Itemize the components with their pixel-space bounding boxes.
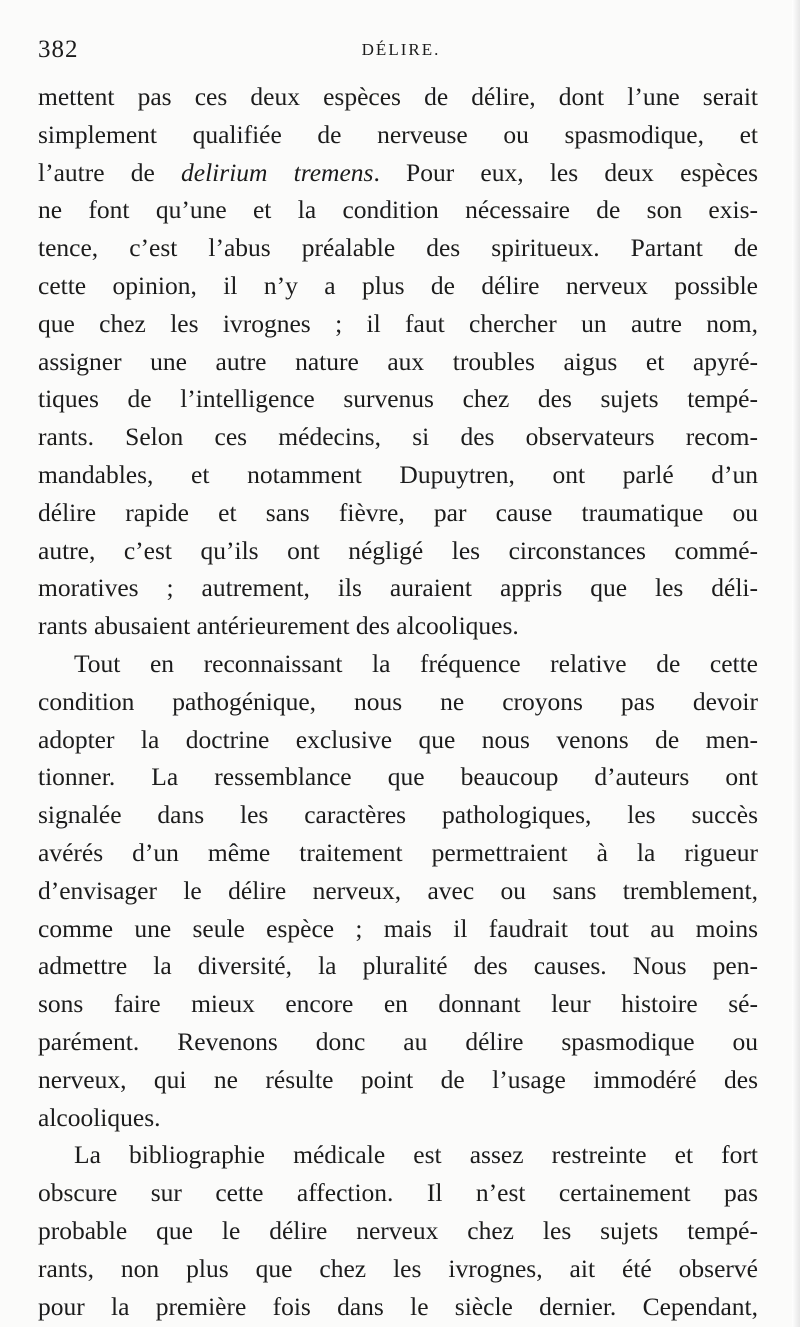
text-line: tionner. La ressemblance que beaucoup d’auteurs ont — [38, 762, 758, 792]
text-line: tiques de l’intelligence survenus chez des sujets tempé- — [38, 384, 758, 414]
text-line: admettre la diversité, la pluralité des causes. Nous pen- — [38, 951, 758, 981]
text-line: adopter la doctrine exclusive que nous venons de men- — [38, 724, 758, 754]
text-line: mettent pas ces deux espèces de délire, dont l’une serait — [38, 82, 758, 111]
text-line: rants. Selon ces médecins, si des observateurs recom- — [38, 422, 758, 452]
text-line: moratives ; autrement, ils auraient appris que les déli- — [38, 573, 758, 603]
text-line: délire rapide et sans fièvre, par cause traumatique ou — [38, 497, 758, 527]
text-line: sons faire mieux encore en donnant leur histoire sé- — [38, 989, 758, 1019]
text-line: signalée dans les caractères pathologiques, les succès — [38, 800, 758, 830]
running-title: DÉLIRE. — [361, 40, 441, 59]
text-line: condition pathogénique, nous ne croyons pas devoir — [38, 686, 758, 716]
page-edge-shadow — [792, 0, 800, 1327]
text-line: probable que le délire nerveux chez les sujets tempé- — [38, 1215, 758, 1245]
text-line: cette opinion, il n’y a plus de délire nerveux possible — [38, 270, 758, 300]
text-line — [38, 154, 758, 192]
text-segment: l’autre de — [38, 157, 182, 187]
text-line: alcooliques. — [38, 1102, 161, 1132]
text-line: autre, c’est qu’ils ont négligé les circonstances commé- — [38, 535, 758, 565]
body-text — [38, 78, 758, 1325]
text-line: assigner une autre nature aux troubles aigus et apyré- — [38, 346, 758, 376]
text-line: parément. Revenons donc au délire spasmodique ou — [38, 1026, 758, 1056]
paragraph-first-line: Tout en reconnaissant la fréquence relative de cette — [74, 648, 758, 678]
text-line: rants abusaient antérieurement des alcooliques. — [38, 611, 519, 641]
text-line: d’envisager le délire nerveux, avec ou sans tremblement, — [38, 875, 758, 905]
text-line: avérés d’un même traitement permettraient à la rigueur — [38, 837, 758, 867]
text-line: que chez les ivrognes ; il faut chercher un autre nom, — [38, 308, 758, 338]
italic-term: delirium tremens — [181, 157, 374, 187]
text-segment: . Pour eux, les deux espèces — [373, 157, 759, 187]
page-header — [38, 34, 764, 70]
paragraph-first-line: La bibliographie médicale est assez restreinte et fort — [74, 1140, 758, 1170]
text-line: nerveux, qui ne résulte point de l’usage immodéré des — [38, 1064, 758, 1094]
text-line: tence, c’est l’abus préalable des spiritueux. Partant de — [38, 233, 758, 263]
text-line: mandables, et notamment Dupuytren, ont parlé d’un — [38, 459, 758, 489]
text-line: pour la première fois dans le siècle dernier. Cependant, — [38, 1291, 758, 1321]
text-line: ne font qu’une et la condition nécessaire de son exis- — [38, 195, 758, 225]
text-line: comme une seule espèce ; mais il faudrait tout au moins — [38, 913, 758, 943]
text-line: simplement qualifiée de nerveuse ou spasmodique, et — [38, 119, 758, 149]
text-line: rants, non plus que chez les ivrognes, ait été observé — [38, 1253, 758, 1283]
page-number: 382 — [38, 36, 79, 63]
text-line: obscure sur cette affection. Il n’est certainement pas — [38, 1178, 758, 1208]
